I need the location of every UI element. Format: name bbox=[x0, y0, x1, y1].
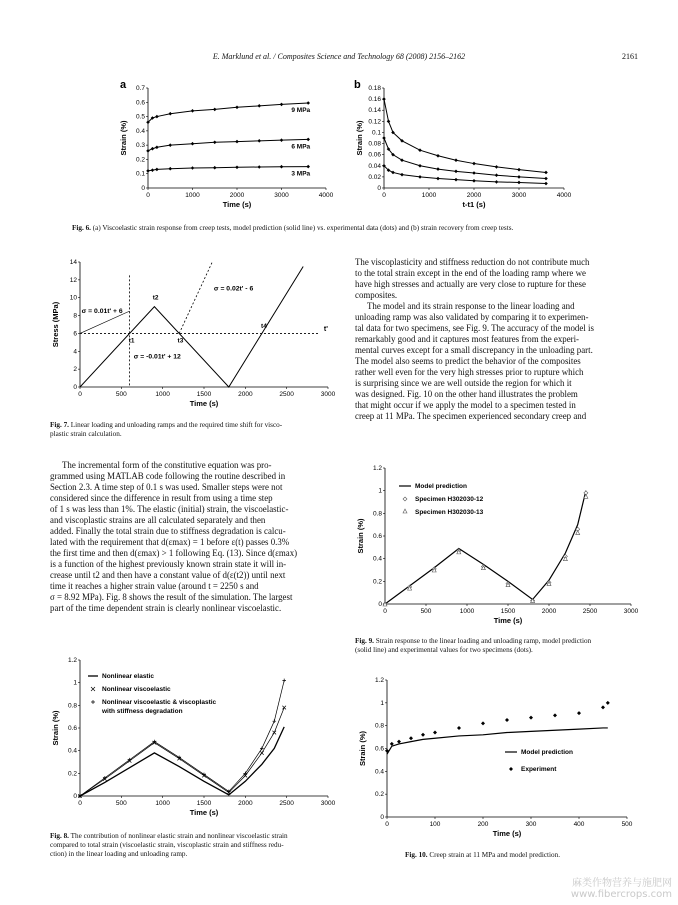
y-tick-label: 12 bbox=[69, 276, 77, 284]
legend-label: Model prediction bbox=[415, 483, 467, 490]
y-axis-label: Strain (%) bbox=[355, 120, 364, 156]
data-point bbox=[495, 173, 499, 177]
data-point bbox=[454, 170, 458, 174]
y-tick-label: 0.6 bbox=[374, 745, 384, 753]
model-line-0 bbox=[148, 103, 311, 122]
model-line bbox=[387, 728, 608, 754]
y-tick-label: 1.2 bbox=[372, 465, 382, 472]
y-tick-label: 1 bbox=[378, 487, 382, 495]
y-tick-label: 0.8 bbox=[374, 722, 384, 730]
y-axis-label: Strain (%) bbox=[358, 730, 367, 767]
x-tick-label: 500 bbox=[621, 821, 633, 828]
data-point bbox=[155, 168, 159, 172]
data-point bbox=[151, 147, 155, 151]
y-tick-label: 0 bbox=[73, 384, 77, 391]
x-tick-label: 0 bbox=[382, 192, 386, 199]
experiment-point bbox=[606, 701, 610, 705]
x-axis-label: t-t1 (s) bbox=[462, 200, 486, 209]
data-point bbox=[191, 109, 195, 113]
y-tick-label: 1.2 bbox=[67, 657, 77, 664]
data-point bbox=[544, 182, 548, 186]
experiment-point bbox=[481, 721, 485, 725]
series-label: 6 MPa bbox=[291, 143, 311, 151]
data-point bbox=[280, 165, 284, 169]
data-point bbox=[191, 166, 195, 170]
series-label: 9 MPa bbox=[291, 107, 311, 114]
experiment-point bbox=[577, 711, 581, 715]
data-point bbox=[155, 145, 159, 149]
data-point bbox=[382, 97, 386, 101]
x-tick-label: 200 bbox=[477, 821, 489, 828]
body-text-right-top: The viscoplasticity and stiffness reduction do not contribute much to the total strain except in the end of the loading ramp where we have high stresses and actually are very close to rupture for these composites. The model and its strain response to the linear loading and unloading ramp was also validated by comparing it to experimen- tal data for two specimens, see Fig. 9. The accuracy of the model is remarkably good and it captures most features from the experi- mental curves except for a small discrepancy in the unloading part. The model also seems to predict the behavior of the composites rather well even for the very high stresses prior to rupture which is surprising since we are well outside the region for which it was designed. Fig. 10 on the other hand illustrates the problem that might occur if we apply the model to a specimen tested in creep at 11 MPa. The specimen experienced secondary creep and bbox=[355, 257, 594, 421]
data-point bbox=[544, 171, 548, 175]
model-line-0 bbox=[384, 99, 546, 172]
experiment-point bbox=[553, 713, 557, 717]
y-tick-label: 0 bbox=[377, 185, 381, 192]
x-tick-label: 0 bbox=[78, 800, 82, 807]
x-tick-label: 100 bbox=[429, 821, 441, 828]
data-point bbox=[257, 104, 261, 108]
stress-ramp-line bbox=[80, 266, 303, 387]
data-point bbox=[517, 175, 521, 179]
x-tick-label: 2000 bbox=[229, 192, 245, 199]
y-tick-label: 4 bbox=[73, 348, 77, 356]
data-point bbox=[306, 101, 310, 105]
t1-label: t1 bbox=[128, 337, 135, 345]
experiment-point bbox=[397, 740, 401, 744]
eq3-label: σ = -0.01t' + 12 bbox=[133, 353, 181, 361]
experiment-point bbox=[529, 716, 533, 720]
journal-citation: E. Marklund et al. / Composites Science and Technology 68 (2008) 2156–2162 bbox=[212, 52, 466, 61]
legend-label: with stiffness degradation bbox=[102, 708, 183, 715]
y-tick-label: 0.4 bbox=[372, 555, 382, 563]
y-tick-label: 0.2 bbox=[135, 156, 145, 164]
experiment-point bbox=[433, 731, 437, 735]
page-number: 2161 bbox=[622, 52, 638, 61]
x-tick-label: 4000 bbox=[318, 192, 334, 199]
data-point bbox=[168, 112, 172, 116]
y-tick-label: 0.1 bbox=[371, 129, 381, 137]
body-text-left: The incremental form of the constitutive equation was pro- grammed using MATLAB code following the routine described in Section 2.3. A time step of 0.1 s was used. Smaller steps were not considered since the difference in result from using a time step of 1 s was less than 1%. The elastic (initial) strain, the viscoelastic- and viscoplastic strains are all calculated separately and then added. Finally the total strain due to stiffness degradation is calcu- lated with the requirement that d(εmax) = 1 before ε(t) passes 0.3% the first time and then d(εmax) > 1 following Eq. (13). Since d(εmax) is a function of the highest previously known strain state it will in- crease until t2 and then have a constant value of d(ε(t2)) until next time it reaches a higher strain value (around t = 2250 s and σ = 8.92 MPa). Fig. 8 shows the result of the simulation. The largest part of the time dependent strain is clearly nonlinear viscoelastic. bbox=[50, 460, 298, 613]
data-point bbox=[436, 167, 440, 171]
fig10-chart bbox=[355, 672, 640, 840]
data-point bbox=[472, 179, 476, 183]
series-marker bbox=[272, 731, 276, 735]
data-point bbox=[418, 164, 422, 168]
x-axis-label: Time (s) bbox=[493, 616, 523, 625]
y-tick-label: 0.02 bbox=[368, 173, 381, 181]
model-line-2 bbox=[384, 166, 546, 184]
x-axis-label: Time (s) bbox=[222, 200, 252, 209]
x-tick-label: 1000 bbox=[459, 608, 475, 615]
x-tick-label: 1000 bbox=[155, 800, 170, 807]
y-tick-label: 0.18 bbox=[368, 85, 381, 92]
data-point bbox=[495, 180, 499, 184]
data-point bbox=[495, 165, 499, 169]
data-point bbox=[418, 175, 422, 179]
legend-swatch bbox=[403, 497, 407, 501]
data-point bbox=[257, 165, 261, 169]
legend-label: Experiment bbox=[521, 766, 557, 773]
x-tick-label: 500 bbox=[115, 800, 127, 807]
fig6-caption: Fig. 6. (a) Viscoelastic strain response from creep tests, model prediction (solid line) vs. experimental data (dots) and (b) strain recovery from creep tests. bbox=[72, 224, 514, 232]
legend-label: Model prediction bbox=[521, 749, 573, 756]
data-point bbox=[235, 165, 239, 169]
fig9-chart bbox=[355, 462, 640, 625]
y-tick-label: 0.08 bbox=[368, 140, 381, 148]
eq2-dashed bbox=[179, 262, 212, 333]
x-tick-label: 2000 bbox=[466, 192, 482, 199]
fig7-chart bbox=[52, 258, 337, 418]
y-tick-label: 1 bbox=[73, 679, 77, 687]
y-axis-label: Strain (%) bbox=[119, 120, 128, 156]
x-tick-label: 3000 bbox=[511, 192, 527, 199]
data-point bbox=[472, 162, 476, 166]
y-tick-label: 2 bbox=[73, 366, 77, 374]
data-point bbox=[517, 181, 521, 185]
data-point bbox=[400, 173, 404, 177]
data-point bbox=[382, 136, 386, 140]
data-point bbox=[436, 177, 440, 181]
x-tick-label: 1500 bbox=[196, 391, 212, 398]
legend-label: Nonlinear viscoelastic bbox=[102, 686, 171, 693]
y-tick-label: 0.12 bbox=[368, 118, 381, 126]
x-axis-label: Time (s) bbox=[189, 399, 219, 408]
experiment-point bbox=[457, 726, 461, 730]
data-point bbox=[280, 103, 284, 107]
data-point bbox=[155, 115, 159, 119]
data-point bbox=[306, 138, 310, 142]
legend-swatch bbox=[91, 687, 95, 691]
data-point bbox=[391, 171, 395, 175]
series-label: 3 MPa bbox=[291, 170, 311, 178]
x-tick-label: 1500 bbox=[500, 608, 516, 615]
legend-swatch bbox=[91, 700, 95, 704]
data-point bbox=[257, 139, 261, 143]
model-line bbox=[385, 491, 586, 604]
y-tick-label: 8 bbox=[73, 312, 77, 320]
y-tick-label: 1 bbox=[380, 699, 384, 707]
legend-label: Specimen H302030-12 bbox=[415, 496, 484, 503]
series-marker bbox=[282, 706, 286, 710]
watermark bbox=[571, 874, 672, 900]
fig6a-chart bbox=[118, 80, 338, 215]
y-tick-label: 0.6 bbox=[135, 99, 145, 107]
x-tick-label: 0 bbox=[385, 821, 389, 828]
y-tick-label: 0.4 bbox=[135, 127, 145, 135]
t2-label: t2 bbox=[152, 294, 159, 302]
panel-label: b bbox=[354, 79, 361, 91]
panel-label: a bbox=[120, 79, 127, 91]
x-tick-label: 2000 bbox=[238, 391, 253, 398]
x-tick-label: 500 bbox=[115, 391, 127, 398]
experiment-point bbox=[601, 705, 605, 709]
y-tick-label: 0.4 bbox=[374, 768, 384, 776]
y-tick-label: 0 bbox=[141, 185, 145, 192]
y-tick-label: 0 bbox=[380, 814, 384, 821]
watermark-line2: www.fibercrops.com bbox=[570, 889, 672, 900]
series-line-1 bbox=[80, 708, 284, 796]
data-point bbox=[213, 166, 217, 170]
data-point bbox=[418, 148, 422, 152]
fig7-caption: Fig. 7. Linear loading and unloading ramps and the required time shift for visco- plastic strain calculation. bbox=[50, 421, 283, 438]
x-tick-label: 0 bbox=[146, 192, 150, 199]
x-tick-label: 2500 bbox=[279, 391, 294, 398]
y-tick-label: 0.7 bbox=[135, 85, 145, 92]
x-tick-label: 3000 bbox=[320, 391, 336, 398]
data-point bbox=[280, 138, 284, 142]
x-tick-label: 3000 bbox=[623, 608, 639, 615]
legend-swatch bbox=[403, 509, 407, 513]
data-point bbox=[306, 165, 310, 169]
y-tick-label: 0.4 bbox=[67, 747, 77, 755]
series-marker bbox=[282, 679, 286, 683]
y-axis-label: Stress (MPa) bbox=[51, 301, 60, 348]
x-tick-label: 1500 bbox=[196, 800, 212, 807]
x-tick-label: 1000 bbox=[421, 192, 437, 199]
y-tick-label: 0.2 bbox=[372, 578, 382, 586]
x-tick-label: 300 bbox=[525, 821, 537, 828]
y-tick-label: 0.3 bbox=[135, 142, 145, 150]
data-point bbox=[146, 169, 150, 173]
x-tick-label: 2000 bbox=[238, 800, 253, 807]
x-tick-label: 0 bbox=[383, 608, 387, 615]
y-tick-label: 0.8 bbox=[67, 702, 77, 710]
y-tick-label: 1.2 bbox=[374, 677, 384, 684]
x-tick-label: 2500 bbox=[582, 608, 598, 615]
y-tick-label: 0.04 bbox=[368, 162, 381, 170]
data-point bbox=[213, 108, 217, 112]
experiment-point bbox=[505, 718, 509, 722]
data-point bbox=[472, 171, 476, 175]
y-tick-label: 0.8 bbox=[372, 510, 382, 518]
series-marker bbox=[260, 747, 264, 751]
data-point bbox=[235, 140, 239, 144]
watermark-line1: 麻类作物营养与施肥网 bbox=[572, 878, 672, 889]
x-tick-label: 2500 bbox=[279, 800, 294, 807]
series-marker bbox=[272, 719, 276, 723]
data-point bbox=[454, 158, 458, 162]
legend-swatch bbox=[509, 767, 513, 771]
fig6b-chart bbox=[352, 80, 582, 215]
x-axis-label: Time (s) bbox=[189, 808, 219, 817]
x-axis-label: Time (s) bbox=[492, 829, 522, 838]
y-tick-label: 0 bbox=[378, 601, 382, 608]
x-tick-label: 4000 bbox=[556, 192, 572, 199]
t-prime-label: t' bbox=[323, 325, 328, 333]
eq1-label: σ = 0.01t' + 6 bbox=[81, 307, 123, 315]
x-tick-label: 1000 bbox=[185, 192, 200, 199]
data-point bbox=[146, 149, 150, 153]
x-tick-label: 2000 bbox=[541, 608, 557, 615]
x-tick-label: 400 bbox=[573, 821, 585, 828]
y-tick-label: 0.2 bbox=[374, 791, 384, 799]
y-tick-label: 10 bbox=[69, 294, 77, 302]
series-marker bbox=[260, 751, 264, 755]
t3-label: t3 bbox=[177, 337, 184, 345]
y-tick-label: 0.2 bbox=[67, 770, 77, 778]
y-axis-label: Strain (%) bbox=[51, 710, 60, 746]
experiment-point bbox=[421, 733, 425, 737]
x-tick-label: 500 bbox=[420, 608, 432, 615]
t4-label: t4 bbox=[261, 323, 267, 331]
x-tick-label: 3000 bbox=[320, 800, 336, 807]
specimen13-point bbox=[576, 531, 580, 535]
x-tick-label: 0 bbox=[78, 391, 82, 398]
data-point bbox=[436, 154, 440, 158]
legend-label: Nonlinear elastic bbox=[102, 673, 155, 680]
y-tick-label: 14 bbox=[69, 259, 77, 266]
data-point bbox=[544, 177, 548, 181]
data-point bbox=[168, 167, 172, 171]
x-tick-label: 1000 bbox=[155, 391, 170, 398]
y-tick-label: 0.06 bbox=[368, 151, 381, 159]
y-tick-label: 0.1 bbox=[135, 170, 145, 178]
data-point bbox=[191, 142, 195, 146]
data-point bbox=[454, 178, 458, 182]
x-tick-label: 3000 bbox=[274, 192, 289, 199]
fig8-caption: Fig. 8. The contribution of nonlinear elastic strain and nonlinear viscoelastic strain compared to total strain (viscoelastic strain, viscoplastic strain and stiffness redu- ction) in the linear loading and unloading ramp. bbox=[50, 832, 288, 858]
data-point bbox=[213, 140, 217, 144]
data-point bbox=[168, 143, 172, 147]
y-tick-label: 6 bbox=[73, 330, 77, 338]
data-point bbox=[235, 105, 239, 109]
data-point bbox=[151, 168, 155, 172]
data-point bbox=[387, 120, 391, 124]
fig8-chart bbox=[52, 652, 337, 817]
data-point bbox=[517, 168, 521, 172]
experiment-point bbox=[409, 736, 413, 740]
fig9-caption: Fig. 9. Strain response to the linear loading and unloading ramp, model prediction (solid line) and experimental values for two specimens (dots). bbox=[355, 637, 592, 654]
legend-label: Specimen H302030-13 bbox=[415, 509, 484, 516]
y-tick-label: 0.14 bbox=[368, 107, 381, 115]
y-tick-label: 0.6 bbox=[372, 533, 382, 540]
y-tick-label: 0 bbox=[73, 793, 77, 800]
y-tick-label: 0.5 bbox=[135, 113, 145, 121]
y-tick-label: 0.6 bbox=[67, 725, 77, 732]
fig10-caption: Fig. 10. Creep strain at 11 MPa and model prediction. bbox=[405, 851, 561, 859]
y-tick-label: 0.16 bbox=[368, 96, 381, 104]
y-axis-label: Strain (%) bbox=[356, 518, 365, 554]
legend-label: Nonlinear viscoelastic & viscoplastic bbox=[102, 699, 217, 706]
eq2-label: σ = 0.02t' - 6 bbox=[213, 285, 254, 293]
